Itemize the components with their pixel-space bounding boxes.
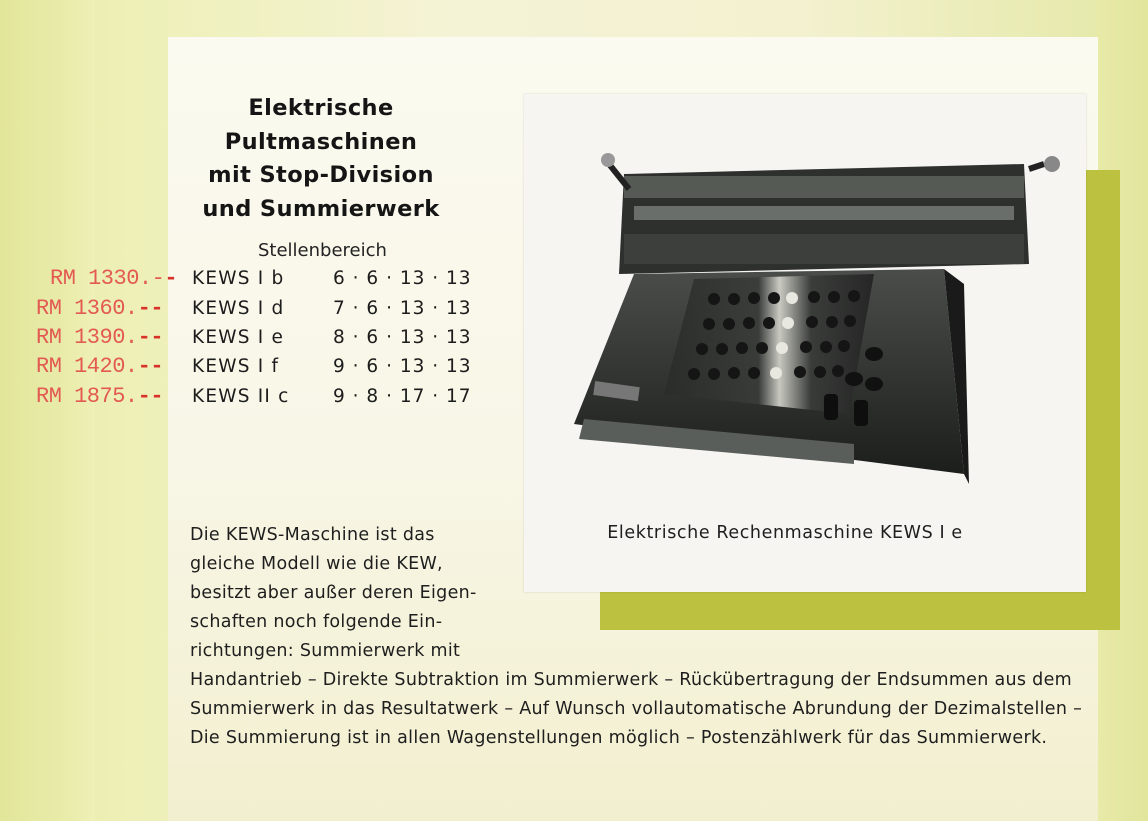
minus-bar: [824, 394, 838, 420]
price-stamp: RM 1420.--: [36, 354, 164, 379]
plus-bar: [854, 400, 868, 426]
model-spec: 9 · 8 · 17 · 17: [333, 386, 472, 407]
price-stamp: RM 1390.--: [36, 325, 164, 350]
description-text: [190, 521, 1082, 753]
stamp-dash: --: [137, 354, 164, 379]
text-line: Handantrieb – Direkte Subtraktion im Summierwerk – Rückübertragung der Endsummen aus dem: [190, 670, 1073, 690]
stamp-dash: --: [137, 296, 164, 321]
text-line: Die Summierung ist in allen Wagenstellungen möglich – Postenzählwerk für das Summierwerk.: [190, 728, 1048, 748]
stamp-dash: --: [137, 384, 164, 409]
model-spec: 7 · 6 · 13 · 13: [333, 298, 472, 319]
right-crank: [1029, 164, 1044, 169]
page-title: [180, 92, 462, 226]
control-key: [865, 377, 883, 391]
title-line: Elektrische: [248, 95, 394, 121]
text-line: Summierwerk in das Resultatwerk – Auf Wunsch vollautomatische Abrundung der Dezimalstellen –: [190, 699, 1083, 719]
text-line: Die KEWS-Maschine ist das: [190, 525, 435, 545]
model-name: KEWS II c: [192, 386, 290, 407]
model-row: [0, 384, 470, 413]
setting-register: [624, 234, 1024, 264]
model-spec: 6 · 6 · 13 · 13: [333, 268, 472, 289]
model-row: [0, 296, 470, 325]
range-heading: Stellenbereich: [258, 240, 387, 261]
text-line: gleiche Modell wie die KEW,: [190, 554, 443, 574]
model-row: [0, 354, 470, 383]
price-stamp: RM 1875.--: [36, 384, 164, 409]
model-row: [0, 266, 470, 295]
carriage-register: [624, 176, 1024, 198]
stamp-dash: -: [164, 266, 178, 291]
title-line: Pultmaschinen: [224, 128, 418, 155]
control-key: [845, 372, 863, 386]
photo-caption: Elektrische Rechenmaschine KEWS I e: [607, 523, 963, 543]
calculator-illustration: [524, 94, 1086, 592]
right-crank-knob: [1044, 156, 1060, 172]
text-line: besitzt aber außer deren Eigen-: [190, 583, 477, 603]
model-spec: 9 · 6 · 13 · 13: [333, 356, 472, 377]
price-stamp: RM 1330.--: [50, 266, 178, 291]
price-stamp: RM 1360.--: [36, 296, 164, 321]
title-line: mit Stop-Division: [208, 162, 434, 188]
model-name: KEWS I d: [192, 298, 285, 319]
machine-photo: [524, 94, 1086, 592]
control-key: [865, 347, 883, 361]
model-name: KEWS I e: [192, 327, 285, 348]
model-spec: 8 · 6 · 13 · 13: [333, 327, 472, 348]
model-name: KEWS I b: [192, 268, 285, 289]
text-line: schaften noch folgende Ein-: [190, 612, 443, 632]
carriage-register-lower: [634, 206, 1014, 220]
model-name: KEWS I f: [192, 356, 280, 377]
title-line: und Summierwerk: [202, 195, 440, 222]
stamp-dash: --: [137, 325, 164, 350]
model-row: [0, 325, 470, 354]
text-line: richtungen: Summierwerk mit: [190, 641, 461, 661]
left-crank-knob: [601, 153, 615, 167]
